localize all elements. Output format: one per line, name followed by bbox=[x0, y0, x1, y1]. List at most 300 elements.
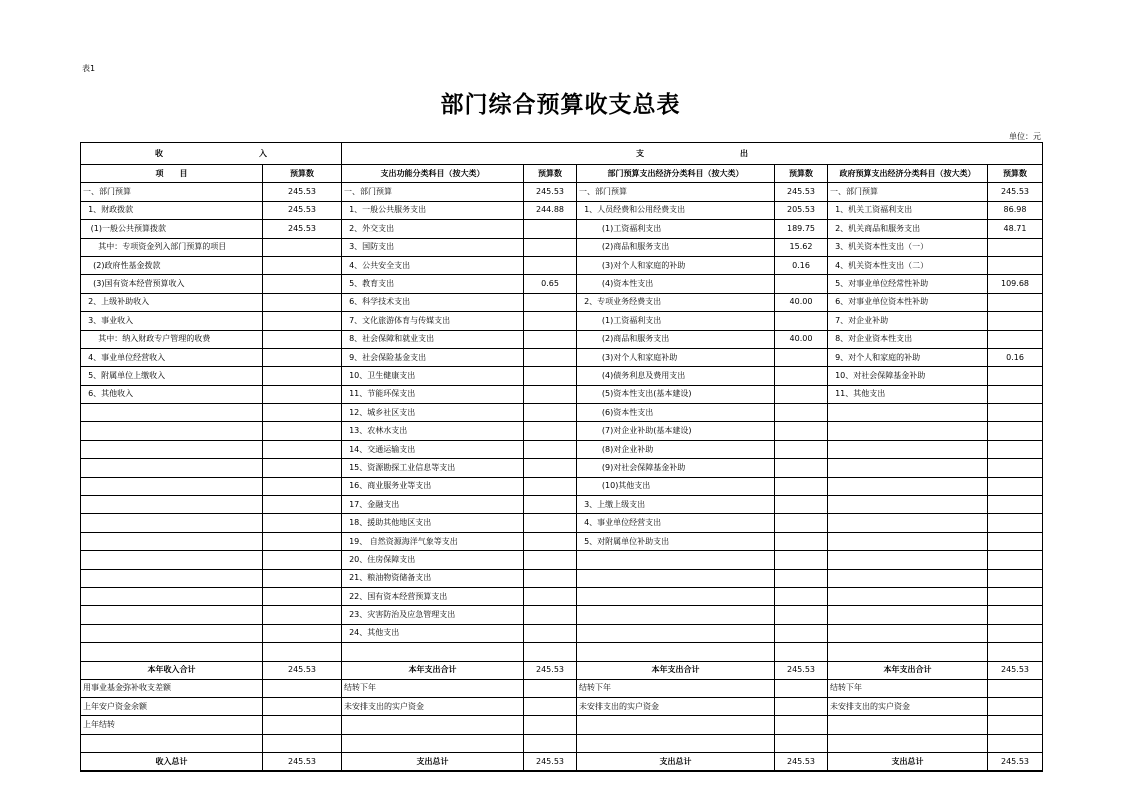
cell-function-amount: 245.53 bbox=[524, 183, 577, 201]
cell-gov-econ-item: 1、机关工资福利支出 bbox=[828, 201, 988, 219]
cell-gov-econ-amount: 86.98 bbox=[988, 201, 1043, 219]
cell-dept-econ-item: 1、人员经费和公用经费支出 bbox=[577, 201, 775, 219]
cell-gov-econ-item: 3、机关资本性支出（一） bbox=[828, 238, 988, 256]
cell-dept-econ-item: (3)对个人和家庭的补助 bbox=[577, 256, 775, 274]
cell-function-amount bbox=[524, 697, 577, 715]
cell-item: 其中：专项资金列入部门预算的项目 bbox=[81, 238, 263, 256]
cell-function-amount bbox=[524, 514, 577, 532]
cell-dept-econ-amount: 205.53 bbox=[775, 201, 828, 219]
cell-function-item: 结转下年 bbox=[342, 679, 524, 697]
cell-function-amount bbox=[524, 716, 577, 734]
cell-gov-econ-item bbox=[828, 422, 988, 440]
expense-header: 支 出 bbox=[342, 143, 1043, 165]
cell-function-item: 22、国有资本经营预算支出 bbox=[342, 587, 524, 605]
cell-gov-econ-amount bbox=[988, 551, 1043, 569]
budget-table bbox=[80, 142, 1043, 772]
cell-gov-econ-item bbox=[828, 606, 988, 624]
table-row bbox=[81, 606, 1043, 624]
cell-dept-econ-item: (4)资本性支出 bbox=[577, 275, 775, 293]
cell-dept-econ-item: (3)对个人和家庭补助 bbox=[577, 348, 775, 366]
cell-item: 3、事业收入 bbox=[81, 312, 263, 330]
cell-dept-econ-amount bbox=[775, 440, 828, 458]
cell-dept-econ-item bbox=[577, 551, 775, 569]
table-row bbox=[81, 220, 1043, 238]
cell-dept-econ-item: 3、上缴上级支出 bbox=[577, 496, 775, 514]
cell-gov-econ-amount: 0.16 bbox=[988, 348, 1043, 366]
cell-dept-econ-amount: 15.62 bbox=[775, 238, 828, 256]
cell-dept-econ-amount: 0.16 bbox=[775, 256, 828, 274]
cell-function-amount: 0.65 bbox=[524, 275, 577, 293]
cell-gov-econ-amount: 48.71 bbox=[988, 220, 1043, 238]
cell-item: (3)国有资本经营预算收入 bbox=[81, 275, 263, 293]
cell-gov-econ-item bbox=[828, 551, 988, 569]
cell-function-amount bbox=[524, 477, 577, 495]
cell-gov-econ-amount bbox=[988, 293, 1043, 311]
unit-label: 单位：元 bbox=[1009, 132, 1041, 141]
cell-function-amount bbox=[524, 532, 577, 550]
cell-gov-econ-amount bbox=[988, 569, 1043, 587]
cell-function-item: 3、国防支出 bbox=[342, 238, 524, 256]
table-row bbox=[81, 330, 1043, 348]
cell-function-amount bbox=[524, 679, 577, 697]
cell-dept-econ-item: (5)资本性支出(基本建设) bbox=[577, 385, 775, 403]
table-row bbox=[81, 201, 1043, 219]
cell-income-amount bbox=[263, 477, 342, 495]
cell-income-amount bbox=[263, 367, 342, 385]
cell-dept-econ-amount bbox=[775, 348, 828, 366]
cell-function-amount bbox=[524, 330, 577, 348]
cell-function-item: 12、城乡社区支出 bbox=[342, 404, 524, 422]
cell-function-amount: 245.53 bbox=[524, 753, 577, 772]
cell-income-amount bbox=[263, 532, 342, 550]
cell-dept-econ-item: 一、部门预算 bbox=[577, 183, 775, 201]
cell-gov-econ-item: 8、对企业资本性支出 bbox=[828, 330, 988, 348]
cell-dept-econ-amount bbox=[775, 624, 828, 642]
cell-item bbox=[81, 477, 263, 495]
table-row bbox=[81, 587, 1043, 605]
cell-gov-econ-item bbox=[828, 440, 988, 458]
cell-function-amount bbox=[524, 496, 577, 514]
cell-income-amount bbox=[263, 440, 342, 458]
cell-gov-econ-item bbox=[828, 532, 988, 550]
cell-gov-econ-item bbox=[828, 477, 988, 495]
cell-function-item: 10、卫生健康支出 bbox=[342, 367, 524, 385]
table-row bbox=[81, 238, 1043, 256]
cell-gov-econ-item: 支出总计 bbox=[828, 753, 988, 772]
cell-dept-econ-item: 未安排支出的实户资金 bbox=[577, 697, 775, 715]
cell-gov-econ-item bbox=[828, 716, 988, 734]
col-header-function-amount: 预算数 bbox=[524, 165, 577, 183]
cell-gov-econ-amount bbox=[988, 404, 1043, 422]
cell-function-item bbox=[342, 643, 524, 661]
cell-function-item: 19、 自然资源海洋气象等支出 bbox=[342, 532, 524, 550]
cell-item bbox=[81, 422, 263, 440]
cell-dept-econ-item: (7)对企业补助(基本建设) bbox=[577, 422, 775, 440]
table-row bbox=[81, 440, 1043, 458]
cell-gov-econ-amount bbox=[988, 679, 1043, 697]
cell-dept-econ-item: (9)对社会保障基金补助 bbox=[577, 459, 775, 477]
cell-item bbox=[81, 734, 263, 752]
cell-function-amount bbox=[524, 256, 577, 274]
cell-gov-econ-amount: 109.68 bbox=[988, 275, 1043, 293]
cell-function-item: 16、商业服务业等支出 bbox=[342, 477, 524, 495]
cell-function-item: 15、资源勘探工业信息等支出 bbox=[342, 459, 524, 477]
table-row bbox=[81, 477, 1043, 495]
cell-function-amount bbox=[524, 385, 577, 403]
table-row bbox=[81, 367, 1043, 385]
cell-income-amount bbox=[263, 551, 342, 569]
cell-item bbox=[81, 551, 263, 569]
cell-function-item: 17、金融支出 bbox=[342, 496, 524, 514]
cell-function-item: 支出总计 bbox=[342, 753, 524, 772]
cell-dept-econ-amount bbox=[775, 569, 828, 587]
table-row bbox=[81, 312, 1043, 330]
cell-dept-econ-amount bbox=[775, 532, 828, 550]
cell-function-item: 13、农林水支出 bbox=[342, 422, 524, 440]
cell-function-item: 本年支出合计 bbox=[342, 661, 524, 679]
cell-item bbox=[81, 496, 263, 514]
cell-income-amount bbox=[263, 587, 342, 605]
cell-item: (1)一般公共预算拨款 bbox=[81, 220, 263, 238]
cell-function-amount bbox=[524, 422, 577, 440]
cell-item bbox=[81, 404, 263, 422]
cell-function-amount bbox=[524, 569, 577, 587]
cell-gov-econ-item: 4、机关资本性支出（二） bbox=[828, 256, 988, 274]
cell-dept-econ-item: 支出总计 bbox=[577, 753, 775, 772]
cell-income-amount bbox=[263, 275, 342, 293]
cell-gov-econ-item: 2、机关商品和服务支出 bbox=[828, 220, 988, 238]
cell-function-item: 6、科学技术支出 bbox=[342, 293, 524, 311]
cell-function-item: 一、部门预算 bbox=[342, 183, 524, 201]
cell-gov-econ-item bbox=[828, 496, 988, 514]
col-header-function-item: 支出功能分类科目（按大类） bbox=[342, 165, 524, 183]
table-row bbox=[81, 348, 1043, 366]
cell-gov-econ-amount bbox=[988, 587, 1043, 605]
cell-gov-econ-item bbox=[828, 587, 988, 605]
table-row bbox=[81, 569, 1043, 587]
cell-gov-econ-amount bbox=[988, 496, 1043, 514]
cell-gov-econ-amount bbox=[988, 477, 1043, 495]
cell-function-amount bbox=[524, 551, 577, 569]
cell-function-item: 5、教育支出 bbox=[342, 275, 524, 293]
cell-income-amount bbox=[263, 238, 342, 256]
cell-gov-econ-item: 6、对事业单位资本性补助 bbox=[828, 293, 988, 311]
cell-gov-econ-amount bbox=[988, 606, 1043, 624]
cell-function-item: 23、灾害防治及应急管理支出 bbox=[342, 606, 524, 624]
cell-dept-econ-item: (2)商品和服务支出 bbox=[577, 330, 775, 348]
table-row bbox=[81, 293, 1043, 311]
table-row bbox=[81, 275, 1043, 293]
cell-gov-econ-item bbox=[828, 514, 988, 532]
cell-function-item bbox=[342, 734, 524, 752]
cell-income-amount bbox=[263, 348, 342, 366]
cell-function-amount: 245.53 bbox=[524, 661, 577, 679]
cell-dept-econ-item: (1)工资福利支出 bbox=[577, 220, 775, 238]
cell-dept-econ-item: 2、专项业务经费支出 bbox=[577, 293, 775, 311]
cell-function-item: 18、援助其他地区支出 bbox=[342, 514, 524, 532]
cell-dept-econ-amount: 245.53 bbox=[775, 661, 828, 679]
cell-gov-econ-amount bbox=[988, 459, 1043, 477]
section-header-row bbox=[81, 143, 1043, 165]
cell-gov-econ-item: 本年支出合计 bbox=[828, 661, 988, 679]
cell-item: 本年收入合计 bbox=[81, 661, 263, 679]
cell-dept-econ-amount: 40.00 bbox=[775, 293, 828, 311]
cell-gov-econ-item: 一、部门预算 bbox=[828, 183, 988, 201]
table-row bbox=[81, 256, 1043, 274]
cell-income-amount bbox=[263, 679, 342, 697]
cell-dept-econ-amount bbox=[775, 514, 828, 532]
cell-dept-econ-item: (2)商品和服务支出 bbox=[577, 238, 775, 256]
cell-dept-econ-item: (6)资本性支出 bbox=[577, 404, 775, 422]
table-row bbox=[81, 551, 1043, 569]
cell-dept-econ-amount bbox=[775, 716, 828, 734]
col-header-income-amount: 预算数 bbox=[263, 165, 342, 183]
table-row bbox=[81, 459, 1043, 477]
cell-function-amount bbox=[524, 606, 577, 624]
cell-dept-econ-amount bbox=[775, 367, 828, 385]
cell-gov-econ-amount bbox=[988, 330, 1043, 348]
cell-dept-econ-amount bbox=[775, 587, 828, 605]
cell-gov-econ-item bbox=[828, 459, 988, 477]
cell-gov-econ-item bbox=[828, 404, 988, 422]
cell-gov-econ-item: 结转下年 bbox=[828, 679, 988, 697]
cell-item: 1、财政拨款 bbox=[81, 201, 263, 219]
cell-item bbox=[81, 587, 263, 605]
cell-gov-econ-amount bbox=[988, 312, 1043, 330]
cell-function-amount bbox=[524, 587, 577, 605]
cell-function-amount bbox=[524, 238, 577, 256]
cell-function-item: 未安排支出的实户资金 bbox=[342, 697, 524, 715]
cell-item: 6、其他收入 bbox=[81, 385, 263, 403]
cell-dept-econ-amount bbox=[775, 551, 828, 569]
cell-gov-econ-item bbox=[828, 624, 988, 642]
cell-function-amount bbox=[524, 348, 577, 366]
cell-dept-econ-amount bbox=[775, 404, 828, 422]
cell-dept-econ-amount bbox=[775, 312, 828, 330]
cell-income-amount bbox=[263, 716, 342, 734]
cell-income-amount: 245.53 bbox=[263, 220, 342, 238]
cell-function-item: 8、社会保障和就业支出 bbox=[342, 330, 524, 348]
cell-income-amount bbox=[263, 293, 342, 311]
cell-dept-econ-item: 5、对附属单位补助支出 bbox=[577, 532, 775, 550]
cell-dept-econ-amount bbox=[775, 679, 828, 697]
cell-income-amount bbox=[263, 697, 342, 715]
cell-function-amount bbox=[524, 404, 577, 422]
cell-item: 其中：纳入财政专户管理的收费 bbox=[81, 330, 263, 348]
cell-income-amount bbox=[263, 643, 342, 661]
cell-dept-econ-amount bbox=[775, 606, 828, 624]
table-row bbox=[81, 532, 1043, 550]
table-tag: 表1 bbox=[82, 64, 96, 73]
cell-dept-econ-item bbox=[577, 734, 775, 752]
cell-dept-econ-amount bbox=[775, 477, 828, 495]
cell-income-amount bbox=[263, 256, 342, 274]
cell-gov-econ-amount bbox=[988, 422, 1043, 440]
cell-gov-econ-item: 5、对事业单位经常性补助 bbox=[828, 275, 988, 293]
cell-item: 一、部门预算 bbox=[81, 183, 263, 201]
cell-income-amount bbox=[263, 422, 342, 440]
cell-function-item: 24、其他支出 bbox=[342, 624, 524, 642]
cell-dept-econ-item: (4)债务利息及费用支出 bbox=[577, 367, 775, 385]
col-header-gov-econ-item: 政府预算支出经济分类科目（按大类） bbox=[828, 165, 988, 183]
cell-dept-econ-amount bbox=[775, 422, 828, 440]
table-row bbox=[81, 697, 1043, 715]
cell-dept-econ-amount: 40.00 bbox=[775, 330, 828, 348]
col-header-dept-econ-item: 部门预算支出经济分类科目（按大类） bbox=[577, 165, 775, 183]
cell-function-item: 9、社会保险基金支出 bbox=[342, 348, 524, 366]
cell-income-amount bbox=[263, 569, 342, 587]
cell-gov-econ-item: 7、对企业补助 bbox=[828, 312, 988, 330]
cell-function-amount bbox=[524, 624, 577, 642]
cell-dept-econ-amount bbox=[775, 385, 828, 403]
cell-dept-econ-amount: 189.75 bbox=[775, 220, 828, 238]
cell-item: 4、事业单位经营收入 bbox=[81, 348, 263, 366]
col-header-item: 项 目 bbox=[81, 165, 263, 183]
cell-gov-econ-amount bbox=[988, 238, 1043, 256]
cell-gov-econ-amount bbox=[988, 734, 1043, 752]
cell-function-amount bbox=[524, 440, 577, 458]
cell-item: 2、上级补助收入 bbox=[81, 293, 263, 311]
cell-item: 上年安户资金余额 bbox=[81, 697, 263, 715]
table-row bbox=[81, 404, 1043, 422]
col-header-gov-econ-amount: 预算数 bbox=[988, 165, 1043, 183]
year-total-row bbox=[81, 661, 1043, 679]
cell-income-amount bbox=[263, 404, 342, 422]
cell-dept-econ-item bbox=[577, 643, 775, 661]
cell-item bbox=[81, 606, 263, 624]
table-row bbox=[81, 496, 1043, 514]
cell-item: 上年结转 bbox=[81, 716, 263, 734]
cell-gov-econ-amount bbox=[988, 514, 1043, 532]
cell-income-amount: 245.53 bbox=[263, 753, 342, 772]
cell-gov-econ-amount: 245.53 bbox=[988, 661, 1043, 679]
table-row bbox=[81, 734, 1043, 752]
cell-gov-econ-amount bbox=[988, 367, 1043, 385]
cell-gov-econ-amount bbox=[988, 716, 1043, 734]
cell-function-amount bbox=[524, 220, 577, 238]
cell-function-item: 11、节能环保支出 bbox=[342, 385, 524, 403]
cell-dept-econ-amount bbox=[775, 734, 828, 752]
cell-dept-econ-item: 本年支出合计 bbox=[577, 661, 775, 679]
cell-gov-econ-item: 10、对社会保障基金补助 bbox=[828, 367, 988, 385]
cell-item bbox=[81, 532, 263, 550]
cell-income-amount bbox=[263, 330, 342, 348]
cell-dept-econ-amount bbox=[775, 697, 828, 715]
cell-gov-econ-amount: 245.53 bbox=[988, 183, 1043, 201]
cell-income-amount bbox=[263, 606, 342, 624]
cell-function-amount bbox=[524, 734, 577, 752]
table-row bbox=[81, 643, 1043, 661]
table-row bbox=[81, 514, 1043, 532]
cell-gov-econ-item bbox=[828, 734, 988, 752]
cell-function-item: 7、文化旅游体育与传媒支出 bbox=[342, 312, 524, 330]
cell-dept-econ-item: (8)对企业补助 bbox=[577, 440, 775, 458]
cell-dept-econ-item bbox=[577, 624, 775, 642]
cell-function-amount bbox=[524, 312, 577, 330]
grand-total-row bbox=[81, 753, 1043, 772]
cell-dept-econ-amount bbox=[775, 275, 828, 293]
col-header-dept-econ-amount: 预算数 bbox=[775, 165, 828, 183]
cell-function-amount bbox=[524, 643, 577, 661]
cell-dept-econ-amount bbox=[775, 459, 828, 477]
cell-function-item bbox=[342, 716, 524, 734]
cell-function-amount bbox=[524, 367, 577, 385]
cell-item: 用事业基金弥补收支差额 bbox=[81, 679, 263, 697]
cell-gov-econ-amount bbox=[988, 643, 1043, 661]
cell-gov-econ-item bbox=[828, 643, 988, 661]
cell-dept-econ-item bbox=[577, 587, 775, 605]
cell-income-amount bbox=[263, 385, 342, 403]
cell-dept-econ-amount bbox=[775, 496, 828, 514]
cell-dept-econ-amount: 245.53 bbox=[775, 183, 828, 201]
cell-item bbox=[81, 569, 263, 587]
cell-dept-econ-item bbox=[577, 716, 775, 734]
income-header: 收 入 bbox=[81, 143, 342, 165]
table-row bbox=[81, 183, 1043, 201]
cell-gov-econ-amount bbox=[988, 256, 1043, 274]
cell-gov-econ-item: 未安排支出的实户资金 bbox=[828, 697, 988, 715]
cell-function-amount bbox=[524, 293, 577, 311]
cell-function-item: 2、外交支出 bbox=[342, 220, 524, 238]
cell-dept-econ-item bbox=[577, 606, 775, 624]
cell-dept-econ-amount: 245.53 bbox=[775, 753, 828, 772]
cell-income-amount: 245.53 bbox=[263, 661, 342, 679]
table-row bbox=[81, 385, 1043, 403]
cell-item: 5、附属单位上缴收入 bbox=[81, 367, 263, 385]
cell-item bbox=[81, 643, 263, 661]
cell-item: 收入总计 bbox=[81, 753, 263, 772]
cell-gov-econ-item: 11、其他支出 bbox=[828, 385, 988, 403]
cell-income-amount bbox=[263, 624, 342, 642]
cell-item bbox=[81, 514, 263, 532]
cell-item bbox=[81, 624, 263, 642]
cell-function-item: 14、交通运输支出 bbox=[342, 440, 524, 458]
cell-income-amount: 245.53 bbox=[263, 201, 342, 219]
cell-dept-econ-item: (1)工资福利支出 bbox=[577, 312, 775, 330]
column-header-row bbox=[81, 165, 1043, 183]
cell-function-amount: 244.88 bbox=[524, 201, 577, 219]
cell-income-amount bbox=[263, 514, 342, 532]
table-row bbox=[81, 422, 1043, 440]
cell-dept-econ-item: 结转下年 bbox=[577, 679, 775, 697]
table-row bbox=[81, 716, 1043, 734]
table-row bbox=[81, 624, 1043, 642]
cell-income-amount bbox=[263, 496, 342, 514]
cell-item bbox=[81, 459, 263, 477]
page-title: 部门综合预算收支总表 bbox=[440, 91, 681, 118]
cell-income-amount: 245.53 bbox=[263, 183, 342, 201]
cell-gov-econ-amount: 245.53 bbox=[988, 753, 1043, 772]
cell-dept-econ-item bbox=[577, 569, 775, 587]
cell-function-item: 21、粮油物资储备支出 bbox=[342, 569, 524, 587]
cell-function-item: 1、一般公共服务支出 bbox=[342, 201, 524, 219]
cell-function-item: 20、住房保障支出 bbox=[342, 551, 524, 569]
cell-gov-econ-amount bbox=[988, 385, 1043, 403]
cell-function-item: 4、公共安全支出 bbox=[342, 256, 524, 274]
cell-gov-econ-amount bbox=[988, 532, 1043, 550]
table-row bbox=[81, 679, 1043, 697]
cell-item: (2)政府性基金拨款 bbox=[81, 256, 263, 274]
cell-dept-econ-item: 4、事业单位经营支出 bbox=[577, 514, 775, 532]
cell-income-amount bbox=[263, 734, 342, 752]
cell-item bbox=[81, 440, 263, 458]
cell-function-amount bbox=[524, 459, 577, 477]
cell-income-amount bbox=[263, 312, 342, 330]
cell-income-amount bbox=[263, 459, 342, 477]
cell-dept-econ-item: (10)其他支出 bbox=[577, 477, 775, 495]
cell-gov-econ-amount bbox=[988, 624, 1043, 642]
cell-gov-econ-item bbox=[828, 569, 988, 587]
